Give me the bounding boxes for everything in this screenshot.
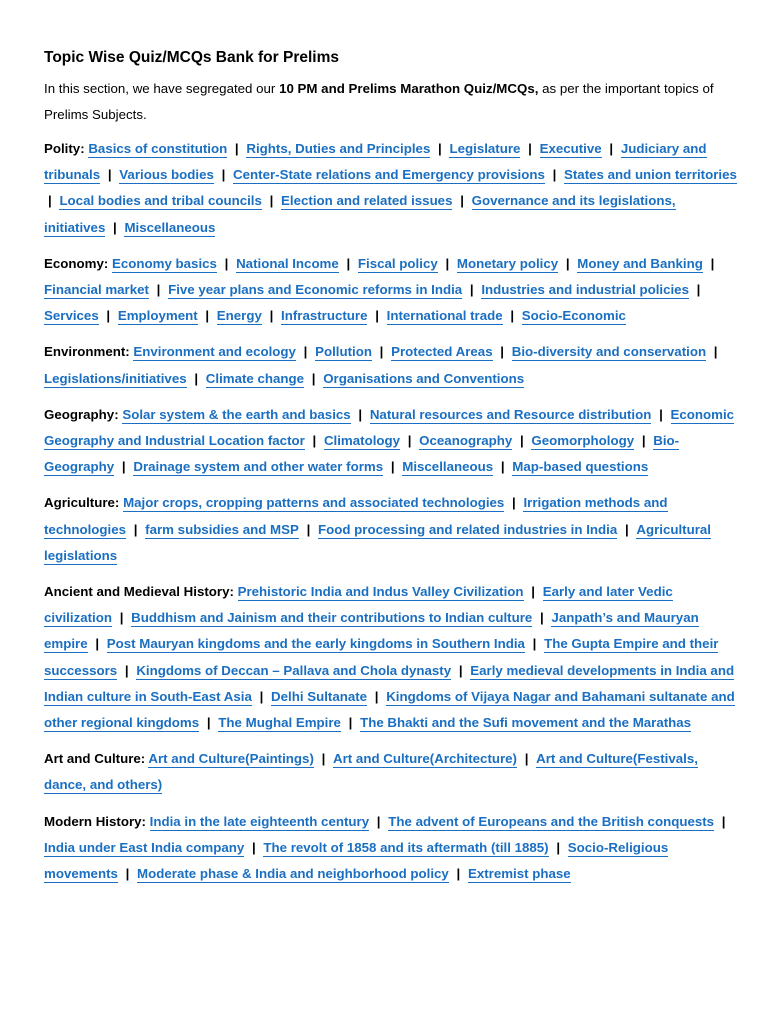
link-separator: | [106,308,111,324]
link-separator: | [460,193,464,209]
topic-link[interactable]: States and union territories [564,167,737,183]
link-separator: | [224,255,229,271]
topic-link[interactable]: Environment and ecology [133,344,296,360]
link-separator: | [469,282,474,298]
topic-link[interactable]: Extremist phase [467,866,571,882]
link-separator: | [375,308,379,324]
topic-link[interactable]: Bio-diversity and conservation [511,344,707,360]
link-separator: | [303,344,308,360]
topic-link[interactable]: Map-based questions [512,459,649,475]
link-separator: | [528,141,532,156]
link-separator: | [407,433,412,449]
topic-link[interactable]: Socio-Religious movements [44,839,669,882]
link-separator: | [456,866,461,882]
intro-text-before: In this section, we have segregated our [44,81,280,96]
topic-link[interactable]: Monetary policy [456,255,559,271]
topic-section [44,746,738,798]
link-separator: | [321,751,326,767]
link-separator: | [312,433,317,449]
link-separator: | [710,255,715,271]
page-title: Topic Wise Quiz/MCQs Bank for Prelims [44,49,339,66]
topic-link[interactable]: Climate change [205,370,305,386]
topic-link[interactable]: Five year plans and Economic reforms in India [168,282,463,298]
link-separator: | [348,715,353,731]
topic-link[interactable]: Socio-Economic [521,308,626,324]
topic-link[interactable]: National Income [236,255,339,271]
link-separator: | [124,662,129,678]
topic-link[interactable]: Legislature [449,141,521,156]
link-separator: | [205,308,210,324]
link-separator: | [713,344,718,360]
topic-link[interactable]: Natural resources and Resource distribution [369,406,652,422]
link-separator: | [221,167,226,183]
topic-link[interactable]: Governance and its legislations, initiatives [44,193,676,235]
topic-link[interactable]: Kingdoms of Deccan – Pallava and Chola dynasty [136,662,452,678]
topic-link[interactable]: The Gupta Empire and their successors [44,636,719,678]
link-separator: | [119,610,124,626]
link-separator: | [390,459,395,475]
topic-link[interactable]: Legislations/initiatives [44,370,187,386]
topic-link[interactable]: The Bhakti and the Sufi movement and the Marathas [360,715,692,731]
topic-link[interactable]: Protected Areas [391,344,493,360]
section-label: Geography: [44,406,123,422]
topic-link[interactable]: Local bodies and tribal councils [59,193,262,209]
link-separator: | [556,839,561,855]
topic-link[interactable]: Moderate phase & India and neighborhood policy [137,866,449,882]
topic-section [44,339,738,391]
topic-link[interactable]: The revolt of 1858 and its aftermath (till 1885) [263,839,549,855]
topic-link[interactable]: Early medieval developments in India and Indian culture in South-East Asia [44,662,735,704]
link-separator: | [458,662,463,678]
topic-section [44,251,738,330]
topic-link[interactable]: Election and related issues [281,193,453,209]
section-label: Agriculture: [44,495,124,511]
link-separator: | [641,433,646,449]
topic-section [44,136,738,241]
topic-link[interactable]: Basics of constitution [88,141,228,156]
link-separator: | [512,495,516,511]
topic-link[interactable]: Buddhism and Jainism and their contributions to Indian culture [131,610,533,626]
topic-link[interactable]: Oceanography [419,433,513,449]
topic-link[interactable]: International trade [386,308,503,324]
topic-link[interactable]: Economic Geography and Industrial Location factor [44,406,735,449]
link-separator: | [374,688,379,704]
link-separator: | [259,688,264,704]
link-separator: | [539,610,544,626]
topic-link[interactable]: Post Mauryan kingdoms and the early kingdoms in Southern India [106,636,525,652]
link-separator: | [133,521,138,537]
topic-link[interactable]: Financial market [44,282,149,298]
topic-section [44,490,738,569]
link-separator: | [379,344,384,360]
link-separator: | [95,636,100,652]
topic-link[interactable]: Major crops, cropping patterns and associated technologies [123,495,505,511]
link-separator: | [269,193,274,209]
intro-paragraph [44,76,738,128]
link-separator: | [510,308,515,324]
link-separator: | [346,255,351,271]
link-separator: | [552,167,557,183]
section-label: Modern History: [44,813,150,829]
section-label: Economy: [44,255,112,271]
topic-link[interactable]: Bio-Geography [44,433,680,475]
topic-link[interactable]: Rights, Duties and Principles [246,141,431,156]
topic-link[interactable]: Miscellaneous [124,219,216,235]
link-separator: | [500,344,505,360]
topic-link[interactable]: farm subsidies and MSP [145,521,299,537]
topic-link[interactable]: Pollution [315,344,372,360]
topic-link[interactable]: Money and Banking [577,255,703,271]
link-separator: | [251,839,256,855]
link-separator: | [438,141,442,156]
topic-link[interactable]: Food processing and related industries in India [318,521,618,537]
topic-link[interactable]: The advent of Europeans and the British conquests [388,813,715,829]
link-separator: | [609,141,614,156]
link-separator: | [121,459,126,475]
section-label: Art and Culture: [44,751,149,767]
topic-link[interactable]: India under East India company [44,839,245,855]
link-separator: | [659,406,663,422]
topic-link[interactable]: Solar system & the earth and basics [122,406,351,422]
topic-section [44,579,738,736]
topic-link[interactable]: Agricultural legislations [44,521,711,563]
topic-link[interactable]: Drainage system and other water forms [133,459,384,475]
topic-link[interactable]: Irrigation methods and technologies [44,495,668,537]
topic-link[interactable]: Art and Culture(Architecture) [333,751,517,767]
link-separator: | [206,715,211,731]
topic-section [44,402,738,481]
link-separator: | [696,282,701,298]
topic-link[interactable]: Art and Culture(Festivals, dance, and others) [44,751,698,793]
link-separator: | [519,433,524,449]
topic-link[interactable]: Fiscal policy [357,255,438,271]
topic-link[interactable]: Executive [539,141,602,156]
link-separator: | [532,636,537,652]
topic-link[interactable]: Infrastructure [281,308,368,324]
link-separator: | [500,459,505,475]
link-separator: | [358,406,363,422]
section-label: Polity: [44,141,89,156]
link-separator: | [113,219,117,235]
link-separator: | [311,370,316,386]
section-label: Environment: [44,344,134,360]
topic-link[interactable]: Services [44,308,99,324]
topic-link[interactable]: Organisations and Conventions [323,370,525,386]
topic-link[interactable]: Janpath’s and Mauryan empire [44,610,699,652]
intro-text-bold: 10 PM and Prelims Marathon Quiz/MCQs, [279,81,539,96]
topic-link[interactable]: Employment [117,308,198,324]
link-separator: | [194,370,199,386]
link-separator: | [445,255,450,271]
topic-link[interactable]: Energy [216,308,262,324]
topic-link[interactable]: India in the late eighteenth century [149,813,370,829]
topic-link[interactable]: Art and Culture(Paintings) [148,751,314,767]
link-separator: | [107,167,112,183]
topic-section [44,809,738,888]
link-separator: | [269,308,274,324]
topic-link[interactable]: Delhi Sultanate [271,688,368,704]
topic-link[interactable]: Miscellaneous [402,459,494,475]
topic-link[interactable]: Early and later Vedic civilization [44,584,673,626]
intro-text-after: as per the important topics of Prelims Subjects. [44,81,714,122]
link-separator: | [48,193,52,209]
topic-link[interactable]: Geomorphology [531,433,635,449]
topic-link[interactable]: Kingdoms of Vijaya Nagar and Bahamani sultanate and other regional kingdoms [44,688,735,731]
link-separator: | [156,282,161,298]
link-separator: | [565,255,570,271]
topic-link[interactable]: Climatology [323,433,401,449]
link-separator: | [524,751,529,767]
section-label: Ancient and Medieval History: [44,584,238,600]
topic-link[interactable]: The Mughal Empire [218,715,341,731]
topic-link[interactable]: Center-State relations and Emergency provisions [233,167,545,183]
topic-sections [44,136,738,887]
link-separator: | [624,521,629,537]
topic-link[interactable]: Economy basics [111,255,217,271]
link-separator: | [721,813,726,829]
topic-link[interactable]: Various bodies [119,167,214,183]
link-separator: | [376,813,381,829]
topic-link[interactable]: Prehistoric India and Indus Valley Civilization [237,584,524,600]
link-separator: | [125,866,130,882]
link-separator: | [306,521,311,537]
link-separator: | [234,141,239,156]
topic-link[interactable]: Judiciary and tribunals [44,141,707,183]
topic-link[interactable]: Industries and industrial policies [481,282,689,298]
link-separator: | [531,584,535,600]
